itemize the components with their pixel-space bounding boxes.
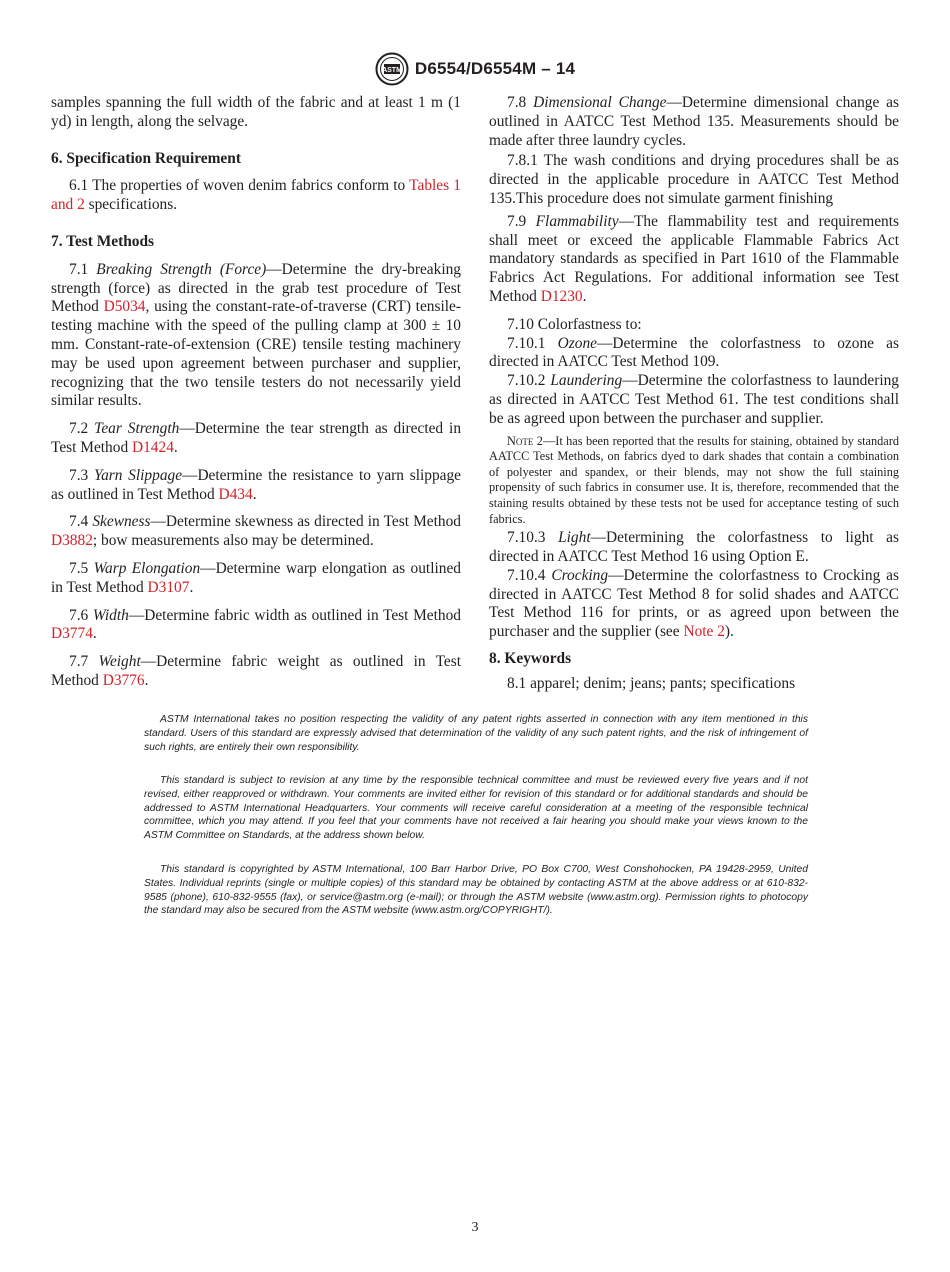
term: Dimensional Change — [533, 94, 667, 111]
paragraph-7-2 — [51, 420, 461, 458]
paragraph-7-6 — [51, 607, 461, 645]
text: —Determining the colorfastness to light as directed in AATCC Test Method 16 using Option E. — [489, 529, 899, 565]
text: 7.2 — [69, 420, 95, 438]
paragraph-7-8 — [489, 94, 899, 150]
paragraph-7-1 — [51, 261, 461, 411]
footer-text: ASTM International takes no position respecting the validity of any patent rights asserted in connection with any item mentioned in this standard. Users of this standard are expressly advised that determination of the validity of any such patent rights, and the risk of infringement of such rights, are entirely their own responsibility. — [144, 714, 808, 753]
astm-logo-icon — [375, 52, 409, 86]
text: —Determine the resistance to yarn slippage as outlined in Test Method — [51, 466, 461, 503]
paragraph-7-10: 7.10 Colorfastness to: — [507, 315, 642, 333]
paragraph-7-4 — [51, 513, 461, 551]
page-number: 3 — [471, 1220, 479, 1235]
section-heading-6: 6. Specification Requirement — [51, 149, 241, 167]
link-d1424[interactable]: D1424 — [132, 438, 174, 456]
svg-text:ASTM: ASTM — [381, 67, 402, 74]
footer-text: This standard is subject to revision at any time by the responsible technical committee and must be reviewed every five years and if not revised, either reapproved or withdrawn. Your comments are invited either for revision of this standard or for additional standards and should be addressed to ASTM International Headquarters. Your comments will receive careful consideration at a meeting of the responsible technical committee, which you may attend. If you feel that your comments have not received a fair hearing you should make your views known to the ASTM Committee on Standards, at the address shown below. — [144, 775, 808, 842]
link-d3882[interactable]: D3882 — [51, 532, 93, 550]
section-heading-7: 7. Test Methods — [51, 232, 155, 250]
paragraph-6-1 — [51, 177, 461, 215]
text: 7.10.3 — [507, 529, 559, 547]
text: 7.9 — [507, 212, 536, 230]
text: —Determine fabric weight as outlined in Test Method — [51, 653, 462, 689]
term: Width — [92, 606, 129, 624]
right-column — [489, 94, 899, 693]
paragraph-7-10-1 — [489, 335, 899, 373]
text: 7.4 — [69, 513, 93, 531]
text: —Determine fabric width as outlined in Test Method — [128, 606, 461, 624]
paragraph-7-3 — [51, 467, 461, 505]
text: —Determine the colorfastness to ozone as directed in AATCC Test Method 109. — [489, 334, 899, 371]
text: ; bow measurements also may be determined. — [92, 532, 374, 550]
link-d3776[interactable]: D3776 — [102, 671, 145, 689]
text: —Determine dimensional change as outlined in AATCC Test Method 135. Measurements should be made after three laundry cycles. — [489, 94, 899, 149]
footer-text: This standard is copyrighted by ASTM International, 100 Barr Harbor Drive, PO Box C700, West Conshohocken, PA 19428-2959, United States. Individual reprints (single or multiple copies) of this standard may be obtained by contacting ASTM at the above address or at 610-832-9585 (phone), 610-832-9555 (fax), or service@astm.org (e-mail); or through the ASTM website (www.astm.org). Permission rights to photocopy the standard may also be secured from the ASTM website (www.astm.org/COPYRIGHT/). — [144, 864, 808, 917]
text: 7.3 — [69, 466, 94, 484]
term: Light — [558, 529, 591, 547]
text: —Determine the colorfastness to Crocking as directed in AATCC Test Method 8 for solid shades and AATCC Test Method 116 for prints, or as agreed upon between the purchaser and the supplier (see — [489, 566, 899, 641]
text: 6.1 The properties of woven denim fabrics conform to — [69, 177, 410, 195]
text: samples spanning the full width of the fabric and at least 1 m (1 yd) in length, along the selvage. — [51, 94, 461, 130]
text: 7.5 — [69, 559, 94, 577]
link-d1230[interactable]: D1230 — [540, 287, 583, 305]
link-d3774[interactable]: D3774 — [51, 625, 93, 643]
text: . — [144, 671, 149, 689]
text: ). — [724, 623, 734, 641]
term: Laundering — [550, 372, 623, 390]
text: 7.10.2 — [507, 372, 551, 390]
footer-copyright-notice — [144, 863, 808, 918]
text: —Determine skewness as directed in Test Method — [150, 513, 461, 531]
term: Crocking — [551, 566, 609, 584]
text: —Determine warp elongation as outlined in Test Method — [51, 559, 461, 596]
text: —Determine the dry-breaking strength (force) as directed in the grab test procedure of Test Method — [51, 260, 461, 316]
text: 7.7 — [69, 653, 99, 671]
paragraph-7-10-4 — [489, 567, 899, 642]
text: 7.1 — [69, 260, 97, 278]
paragraph-8-1: 8.1 apparel; denim; jeans; pants; specifications — [507, 674, 796, 692]
term: Warp Elongation — [93, 559, 201, 577]
link-note-2[interactable]: Note 2 — [683, 623, 725, 641]
document-id: D6554/D6554M – 14 — [414, 59, 576, 78]
text: . — [252, 485, 257, 503]
paragraph-7-10-3 — [489, 529, 899, 567]
link-tables[interactable]: Tables 1 and 2 — [51, 177, 461, 214]
footer-patent-notice — [144, 713, 808, 754]
left-column — [51, 94, 461, 691]
text: , using the constant-rate-of-traverse (CRT) tensile-testing machine with the speed of the pulling clamp at 300 ± 10 mm. Constant-rate-of-extension (CRE) tensile testing machinery may be used upon agreement between purchaser and supplier, recognizing that the two tensile testers do not necessarily yield similar results. — [51, 298, 461, 410]
text: 7.10.1 — [507, 334, 558, 352]
term: Yarn Slippage — [93, 466, 183, 484]
footer-revision-notice — [144, 774, 808, 843]
term: Flammability — [535, 212, 619, 230]
text: . — [189, 578, 194, 596]
text: . — [582, 287, 587, 305]
paragraph-7-10-2 — [489, 372, 899, 428]
note-2 — [489, 434, 899, 528]
paragraph-7-5 — [51, 560, 461, 598]
term: Skewness — [92, 513, 151, 531]
text: 7.10.4 — [507, 566, 552, 584]
note-label: Note 2 — [507, 433, 543, 448]
text: specifications. — [84, 196, 178, 214]
text: —The flammability test and requirements shall meet or exceed the applicable Flammable Fabrics Act mandatory standards as specified in Part 1610 of the Flammable Fabrics Act Regulations. For additional information see Test Method — [489, 212, 899, 305]
text: 7.6 — [69, 606, 93, 624]
link-d3107[interactable]: D3107 — [147, 578, 190, 596]
paragraph-7-8-1: 7.8.1 The wash conditions and drying procedures shall be as directed in the applicable procedure in AATCC Test Method 135.This procedure does not simulate garment finishing — [489, 152, 899, 207]
text: . — [92, 625, 97, 643]
text: —Determine the tear strength as directed in Test Method — [51, 420, 462, 456]
term: Breaking Strength (Force) — [96, 260, 267, 278]
term: Ozone — [557, 334, 597, 352]
text: —Determine the colorfastness to laundering as directed in AATCC Test Method 61. The test conditions shall be as agreed upon between the purchaser and supplier. — [489, 372, 899, 427]
link-d434[interactable]: D434 — [218, 485, 253, 503]
note-text: —It has been reported that the results for staining, obtained by standard AATCC Test Methods, on fabrics dyed to dark shades that contain a combination of polyester and spandex, or their blends, may not show the full staining propensity of such fabrics in consumer use. It is, therefore, recommended that the staining results obtained by these tests not be used for acceptance testing of such fabrics. — [489, 433, 899, 526]
text: . — [173, 438, 178, 456]
text: 7.8 — [507, 94, 534, 111]
link-d5034[interactable]: D5034 — [103, 298, 146, 316]
term: Tear Strength — [94, 420, 180, 438]
section-heading-8: 8. Keywords — [489, 649, 572, 667]
paragraph-7-9 — [489, 213, 899, 307]
paragraph-7-7 — [51, 653, 461, 691]
page-header — [0, 53, 950, 85]
term: Weight — [98, 653, 141, 671]
paragraph-continuation — [51, 94, 461, 132]
